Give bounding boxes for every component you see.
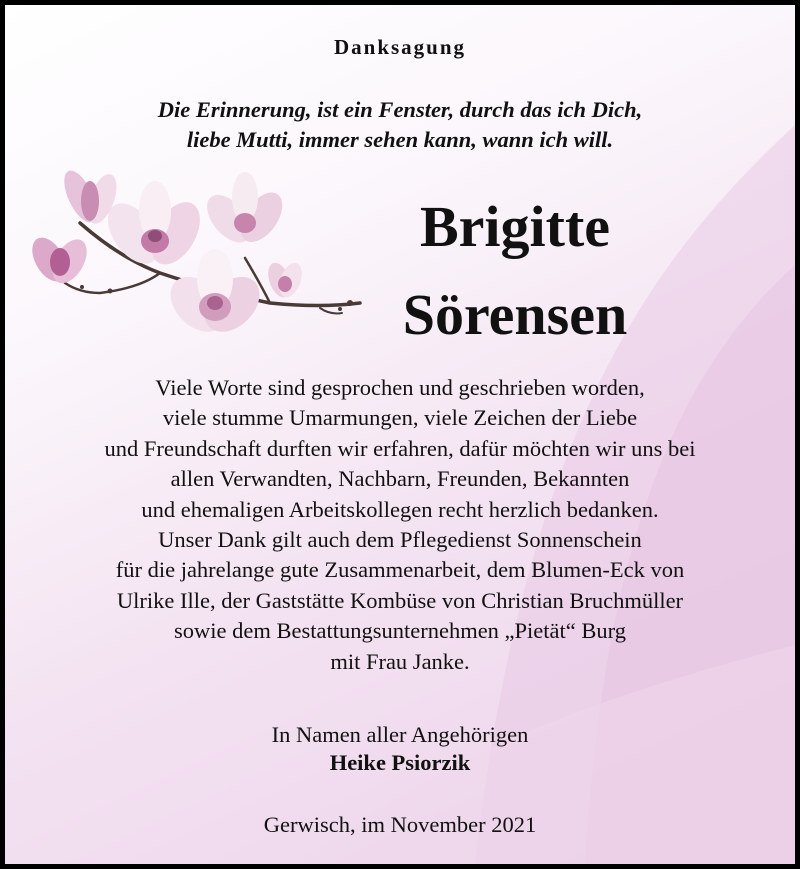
text-line: Viele Worte sind gesprochen und geschrieben worden, — [155, 375, 645, 400]
text-line: für die jahrelange gute Zusammenarbeit, dem Blumen-Eck von — [115, 557, 685, 583]
text-line: und Freundschaft durften wir erfahren, dafür möchten wir uns bei — [104, 435, 696, 461]
signature-block — [5, 721, 795, 777]
text-line: und ehemaligen Arbeitskollegen recht herzlich bedanken. — [141, 496, 659, 522]
place-and-date: Gerwisch, im November 2021 — [263, 812, 537, 837]
quote-line: liebe Mutti, immer sehen kann, wann ich will. — [186, 127, 614, 152]
magnolia-blossom-icon — [20, 163, 365, 343]
text-line: Unser Dank gilt auch dem Pflegedienst Sonnenschein — [158, 527, 642, 553]
deceased-first-name: Brigitte — [419, 194, 611, 259]
signer-name: Heike Psiorzik — [329, 750, 471, 775]
quote-line: Die Erinnerung, ist ein Fenster, durch das ich Dich, — [157, 97, 643, 122]
text-line: allen Verwandten, Nachbarn, Freunden, Bekannten — [170, 466, 630, 492]
memorial-quote — [5, 95, 795, 155]
text-line: Ulrike Ille, der Gaststätte Kombüse von Christian Bruchmüller — [116, 587, 684, 613]
text-line: mit Frau Janke. — [330, 648, 470, 674]
thank-you-text — [5, 373, 795, 677]
deceased-last-name: Sörensen — [402, 282, 628, 347]
page-title: Danksagung — [333, 35, 467, 59]
text-line: sowie dem Bestattungsunternehmen „Pietät“ Burg — [174, 618, 626, 644]
signature-intro: In Namen aller Angehörigen — [271, 722, 529, 747]
obituary-card — [5, 5, 795, 864]
text-line: viele stumme Umarmungen, viele Zeichen der Liebe — [162, 405, 638, 431]
